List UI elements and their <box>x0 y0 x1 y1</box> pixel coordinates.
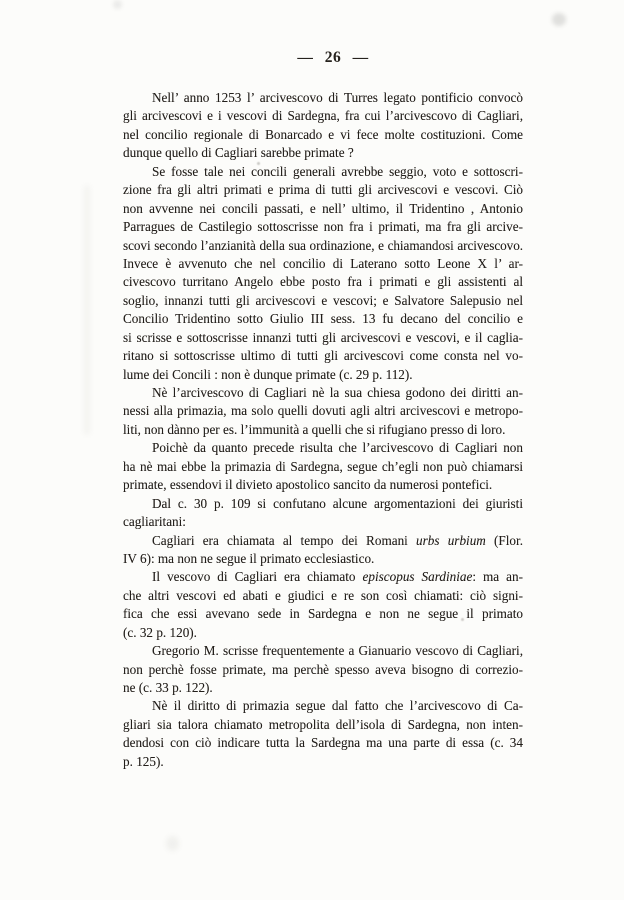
text-line <box>123 495 523 513</box>
text-line <box>123 753 523 771</box>
text-segment: gliari sia talora chiamato metropolita dell’isola di Sardegna, non inten- <box>123 716 523 732</box>
text-line <box>123 144 523 162</box>
paragraph <box>123 384 523 439</box>
text-line <box>123 716 523 734</box>
text-segment: Gregorio M. scrisse frequentemente a Gianuario vescovo di Cagliari, <box>152 643 523 659</box>
paragraph <box>123 532 523 569</box>
text-segment: che altri vescovi ed abati e giudici e re son così chiamati: ciò signi- <box>123 587 523 603</box>
text-line <box>123 255 523 273</box>
text-line <box>123 476 523 494</box>
paragraph <box>123 89 523 163</box>
text-line <box>123 532 523 550</box>
text-segment: Se fosse tale nei concili generali avrebbe seggio, voto e sottoscri- <box>152 163 523 179</box>
text-segment: ne (c. 33 p. 122). <box>123 680 213 695</box>
text-segment: (Flor. <box>485 532 523 548</box>
text-segment: nessi alla primazia, ma solo quelli dovuti agli altri arcivescovi e metropo- <box>123 403 523 419</box>
italic-text: episcopus Sardiniae <box>362 569 473 585</box>
italic-text: urbs urbium <box>416 532 486 548</box>
text-line <box>123 237 523 255</box>
text-segment: zione fra gli altri primati e prima di tutti gli arcivescovi e vescovi. Ciò <box>123 182 523 198</box>
text-line <box>123 587 523 605</box>
text-line <box>123 384 523 402</box>
scan-streak <box>84 185 90 435</box>
text-segment: soglio, innanzi tutti gli arcivescovi e vescovi; e Salvatore Salepusio nel <box>123 292 523 308</box>
text-segment: non perchè fosse primate, ma perchè spesso aveva bisogno di correzio- <box>123 661 523 677</box>
paragraph <box>123 163 523 384</box>
text-line <box>123 181 523 199</box>
paragraph <box>123 642 523 697</box>
text-line <box>123 89 523 107</box>
text-line <box>123 458 523 476</box>
text-line <box>123 273 523 291</box>
text-line <box>123 329 523 347</box>
text-segment: Cagliari era chiamata al tempo dei Romani <box>152 532 417 548</box>
paragraph <box>123 568 523 642</box>
text-line <box>123 200 523 218</box>
text-segment: p. 125). <box>123 753 164 769</box>
text-segment: dendosi con ciò indicare tutta la Sardegna ma una parte di essa (c. 34 <box>123 735 523 751</box>
text-segment: Il vescovo di Cagliari era chiamato <box>152 569 363 585</box>
text-segment: Nell’ anno 1253 l’ arcivescovo di Turres legato pontificio convocò <box>152 90 523 105</box>
text-line <box>123 402 523 420</box>
text-segment: civescovo turritano Angelo ebbe posto fra i primati e gli assistenti al <box>123 274 523 290</box>
text-segment: scovi secondo l’anzianità della sua ordinazione, e chiamandosi arcivescovo. <box>123 237 523 253</box>
text-line <box>123 310 523 328</box>
text-line <box>123 679 523 697</box>
text-segment: primate, essendovi il divieto apostolico sancito da numerosi pontefici. <box>123 477 493 493</box>
text-segment: IV 6): ma non ne segue il primato ecclesiastico. <box>123 550 375 566</box>
text-segment: non avvenne nei concili passati, e nell’ ultimo, il Tridentino , Antonio <box>123 200 523 216</box>
text-segment: Nè il diritto di primazia segue dal fatto che l’arcivescovo di Ca- <box>152 698 523 714</box>
scan-smudge <box>166 836 179 851</box>
paragraph <box>123 697 523 771</box>
text-line <box>123 624 523 642</box>
text-segment: Dal c. 30 p. 109 si confutano alcune argomentazioni dei giuristi <box>152 495 523 511</box>
text-segment: Invece è avvenuto che nel concilio di Laterano sotto Leone X l’ ar- <box>123 255 523 271</box>
page-number: — 26 — <box>297 49 369 66</box>
text-line <box>123 439 523 457</box>
scan-smudge <box>113 0 122 9</box>
text-segment: Concilio Tridentino sotto Giulio III sess. 13 fu decano del concilio e <box>123 311 523 327</box>
text-line <box>123 697 523 715</box>
text-line <box>123 421 523 439</box>
text-segment: ritano si sottoscrisse ultimo di tutti gli arcivescovi come consta nel vo- <box>123 348 523 364</box>
paragraph <box>123 439 523 494</box>
text-segment: lume dei Concili : non è dunque primate (c. 29 p. 112). <box>123 366 413 382</box>
text-line <box>123 550 523 568</box>
text-line <box>123 513 523 531</box>
text-line <box>123 568 523 586</box>
text-segment: gli arcivescovi e i vescovi di Sardegna, fra cui l’arcivescovo di Cagliari, <box>123 108 523 124</box>
text-segment: nel concilio regionale di Bonarcado e vi fece molte costituzioni. Come <box>123 126 523 142</box>
text-line <box>123 347 523 365</box>
text-segment: cagliaritani: <box>123 514 186 530</box>
text-line <box>123 734 523 752</box>
text-line <box>123 292 523 310</box>
scan-smudge <box>552 13 566 26</box>
text-line <box>123 366 523 384</box>
text-line <box>123 605 523 623</box>
text-segment: Nè l’arcivescovo di Cagliari nè la sua chiesa godono dei diritti an- <box>152 385 523 400</box>
text-line <box>123 163 523 181</box>
text-line <box>123 661 523 679</box>
text-line <box>123 642 523 660</box>
text-line <box>123 126 523 144</box>
text-segment: Parragues de Castilegio sottoscrisse non fra i primati, ma fra gli arcive- <box>123 219 523 235</box>
text-segment: (c. 32 p. 120). <box>123 624 197 640</box>
text-segment: fica che essi avevano sede in Sardegna e non ne segue il primato <box>123 606 523 622</box>
text-segment: liti, non dànno per es. l’immunità a quelli che si rifugiano presso di loro. <box>123 421 506 437</box>
paragraph <box>123 495 523 532</box>
text-line <box>123 107 523 125</box>
text-segment: dunque quello di Cagliari sarebbe primate ? <box>123 145 354 161</box>
text-segment: : ma an- <box>472 569 523 585</box>
text-segment: Poichè da quanto precede risulta che l’arcivescovo di Cagliari non <box>152 440 523 456</box>
text-block <box>123 89 523 771</box>
text-segment: ha nè mai ebbe la primazia di Sardegna, segue ch’egli non può chiamarsi <box>123 458 523 474</box>
text-line <box>123 218 523 236</box>
text-segment: si scrisse e sottoscrisse innanzi tutti gli arcivescovi e vescovi, e il caglia- <box>123 329 523 345</box>
